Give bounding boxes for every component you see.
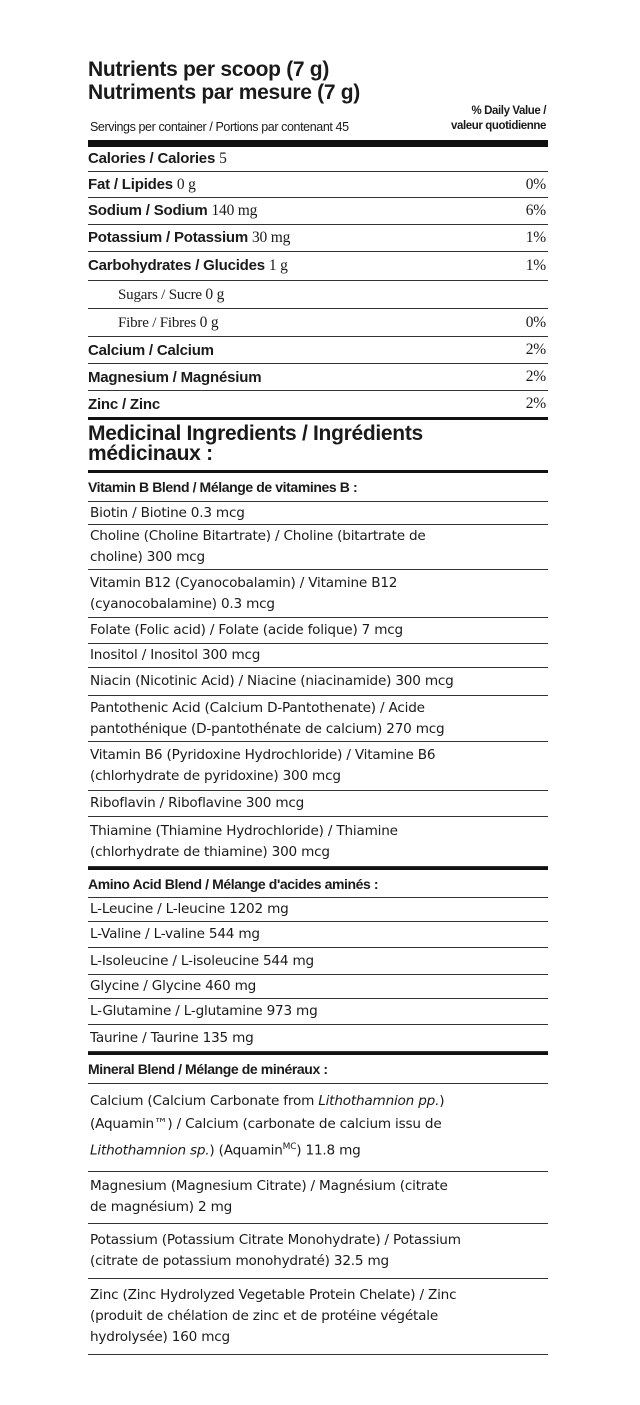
- nutrient-daily-value: 2%: [525, 368, 546, 385]
- ingredient-row: [88, 1279, 548, 1355]
- header-rule: [88, 140, 548, 147]
- ingredient-line: L-Glutamine / L-glutamine 973 mg: [90, 1003, 318, 1019]
- vitamin-blend-heading: Vitamin B Blend / Mélange de vitamines B :: [88, 473, 548, 502]
- ingredient-row: [88, 696, 548, 742]
- nutrient-daily-value: 1%: [525, 229, 546, 246]
- servings-per-container: Servings per container / Portions par contenant 45: [90, 120, 349, 134]
- nutrient-row: [88, 147, 548, 172]
- ingredient-line: (chlorhydrate de pyridoxine) 300 mcg: [90, 768, 341, 784]
- ingredient-row-calcium: [88, 1084, 548, 1172]
- ingredient-row: [88, 1025, 548, 1052]
- nutrient-name: Magnesium / Magnésium: [88, 368, 262, 386]
- ingredient-row: [88, 817, 548, 867]
- ingredient-line: Glycine / Glycine 460 mg: [90, 978, 257, 994]
- ingredient-line: [90, 1136, 548, 1163]
- nutrient-amount: 140 mg: [211, 202, 258, 219]
- nutrient-label: [88, 286, 224, 304]
- ingredient-line: (citrate de potassium monohydraté) 32.5 mg: [90, 1252, 389, 1269]
- ingredient-text: ) (Aquamin: [209, 1142, 283, 1159]
- nutrient-daily-value: 0%: [525, 175, 546, 193]
- ingredient-row: [88, 948, 548, 975]
- ingredient-row: [88, 618, 548, 644]
- ingredient-line: Inositol / Inositol 300 mcg: [90, 647, 261, 663]
- ingredient-line: Choline (Choline Bitartrate) / Choline (bitartrate de: [90, 528, 426, 544]
- ingredient-line: (chlorhydrate de thiamine) 300 mcg: [90, 843, 330, 860]
- panel-header: [88, 58, 548, 140]
- nutrient-row: [88, 252, 548, 281]
- nutrient-label: [88, 176, 196, 194]
- ingredient-text: ) 11.8 mg: [296, 1142, 361, 1159]
- nutrient-name: Sugars / Sucre: [118, 286, 202, 303]
- nutrient-name: Fibre / Fibres: [118, 314, 197, 331]
- ingredient-line: Niacin (Nicotinic Acid) / Niacine (niacinamide) 300 mcg: [90, 673, 454, 689]
- ingredient-line: Riboflavin / Riboflavine 300 mcg: [90, 795, 305, 811]
- nutrient-daily-value: 6%: [525, 202, 546, 219]
- ingredient-italic-text: Lithothamnion pp.: [318, 1093, 440, 1109]
- ingredient-line: L-Isoleucine / L-isoleucine 544 mg: [90, 952, 314, 969]
- nutrient-label: [88, 202, 257, 220]
- ingredient-line: Taurine / Taurine 135 mg: [90, 1029, 254, 1046]
- title-english: Nutrients per scoop (7 g): [88, 58, 330, 81]
- ingredient-row: [88, 999, 548, 1025]
- nutrient-amount: 1 g: [268, 257, 288, 274]
- ingredient-line: hydrolysée) 160 mcg: [90, 1328, 230, 1345]
- ingredient-line: Vitamin B12 (Cyanocobalamin) / Vitamine B12: [90, 574, 398, 591]
- amino-blend-list: [88, 898, 548, 1052]
- ingredient-row: [88, 644, 548, 668]
- nutrient-name: Potassium / Potassium: [88, 229, 249, 246]
- nutrient-name: Zinc / Zinc: [88, 395, 160, 413]
- ingredient-row: [88, 525, 548, 570]
- medicinal-ingredients-heading: [88, 420, 548, 473]
- nutrient-row: [88, 225, 548, 252]
- nutrient-row: [88, 172, 548, 198]
- daily-value-heading-fr: valeur quotidienne: [450, 120, 546, 132]
- nutrient-row: [88, 337, 548, 364]
- nutrient-daily-value: 2%: [525, 341, 546, 358]
- nutrient-row: [88, 391, 548, 420]
- ingredient-line: L-Leucine / L-leucine 1202 mg: [90, 901, 289, 917]
- ingredient-row: [88, 1224, 548, 1279]
- ingredient-line: Thiamine (Thiamine Hydrochloride) / Thiamine: [90, 822, 398, 839]
- nutrient-name: Carbohydrates / Glucides: [88, 257, 265, 274]
- ingredient-row: [88, 742, 548, 791]
- ingredient-line: (Aquamin™) / Calcium (carbonate de calcium issu de: [90, 1116, 442, 1132]
- ingredient-line: Magnesium (Magnesium Citrate) / Magnésium (citrate: [90, 1178, 448, 1195]
- ingredient-line: (produit de chélation de zinc et de protéine végétale: [90, 1307, 439, 1324]
- nutrient-table: [88, 147, 548, 420]
- nutrient-label: [88, 342, 214, 359]
- daily-value-heading: [451, 104, 546, 134]
- mineral-blend-heading: Mineral Blend / Mélange de minéraux :: [88, 1052, 548, 1084]
- medicinal-title-line1: Medicinal Ingredients / Ingrédients: [88, 422, 423, 445]
- ingredient-row: [88, 791, 548, 817]
- ingredient-row: [88, 502, 548, 525]
- ingredient-line: choline) 300 mcg: [90, 549, 205, 565]
- nutrient-amount: 0 g: [205, 285, 225, 303]
- nutrient-label: [88, 257, 288, 275]
- nutrient-label: [88, 396, 160, 413]
- nutrient-name: Sodium / Sodium: [88, 202, 208, 219]
- ingredient-line: de magnésium) 2 mg: [90, 1199, 233, 1216]
- ingredient-line: L-Valine / L-valine 544 mg: [90, 926, 260, 942]
- nutrient-name: Fat / Lipides: [88, 175, 173, 193]
- nutrient-row: [88, 281, 548, 309]
- ingredient-row: [88, 975, 548, 999]
- nutrient-row: [88, 309, 548, 337]
- ingredient-line: (cyanocobalamine) 0.3 mcg: [90, 595, 275, 612]
- nutrition-panel: [88, 58, 548, 1355]
- nutrient-row: [88, 198, 548, 225]
- medicinal-title-line2: médicinaux :: [88, 442, 213, 465]
- ingredient-line: Zinc (Zinc Hydrolyzed Vegetable Protein Chelate) / Zinc: [90, 1286, 457, 1303]
- nutrient-amount: 0 g: [176, 175, 196, 193]
- nutrient-label: [88, 150, 227, 168]
- ingredient-line: Potassium (Potassium Citrate Monohydrate) / Potassium: [90, 1231, 461, 1248]
- ingredient-text: ): [439, 1093, 445, 1109]
- ingredient-line: [90, 1090, 548, 1113]
- ingredient-row: [88, 668, 548, 696]
- ingredient-line: Biotin / Biotine 0.3 mcg: [90, 504, 245, 521]
- nutrient-daily-value: 1%: [525, 257, 546, 274]
- trademark-superscript: MC: [282, 1142, 297, 1152]
- amino-blend-heading: Amino Acid Blend / Mélange d'acides aminés :: [88, 867, 548, 898]
- nutrient-label: [88, 229, 290, 247]
- nutrient-amount: 5: [219, 150, 227, 167]
- ingredient-text: Calcium (Calcium Carbonate from: [90, 1093, 319, 1109]
- mineral-blend-list: [88, 1172, 548, 1355]
- title-french: Nutriments par mesure (7 g): [88, 81, 360, 104]
- vitamin-blend-list: [88, 502, 548, 867]
- nutrient-amount: 0 g: [199, 313, 219, 331]
- ingredient-italic-text: Lithothamnion sp.: [90, 1142, 210, 1159]
- ingredient-line: Folate (Folic acid) / Folate (acide folique) 7 mcg: [90, 622, 403, 638]
- ingredient-row: [88, 1172, 548, 1224]
- ingredient-row: [88, 570, 548, 618]
- nutrient-daily-value: 2%: [525, 395, 546, 412]
- nutrient-daily-value: 0%: [525, 313, 546, 331]
- nutrient-amount: 30 mg: [252, 229, 291, 246]
- ingredient-line: Vitamin B6 (Pyridoxine Hydrochloride) / Vitamine B6: [90, 747, 436, 763]
- daily-value-heading-en: % Daily Value /: [471, 105, 546, 117]
- ingredient-row: [88, 898, 548, 922]
- ingredient-line: Pantothenic Acid (Calcium D-Pantothenate) / Acide: [90, 699, 425, 716]
- ingredient-row: [88, 922, 548, 948]
- nutrient-name: Calcium / Calcium: [88, 341, 214, 359]
- nutrient-row: [88, 364, 548, 391]
- ingredient-line: pantothénique (D-pantothénate de calcium) 270 mcg: [90, 720, 445, 737]
- nutrient-label: [88, 369, 261, 386]
- nutrient-label: [88, 314, 218, 332]
- nutrient-name: Calories / Calories: [88, 150, 216, 167]
